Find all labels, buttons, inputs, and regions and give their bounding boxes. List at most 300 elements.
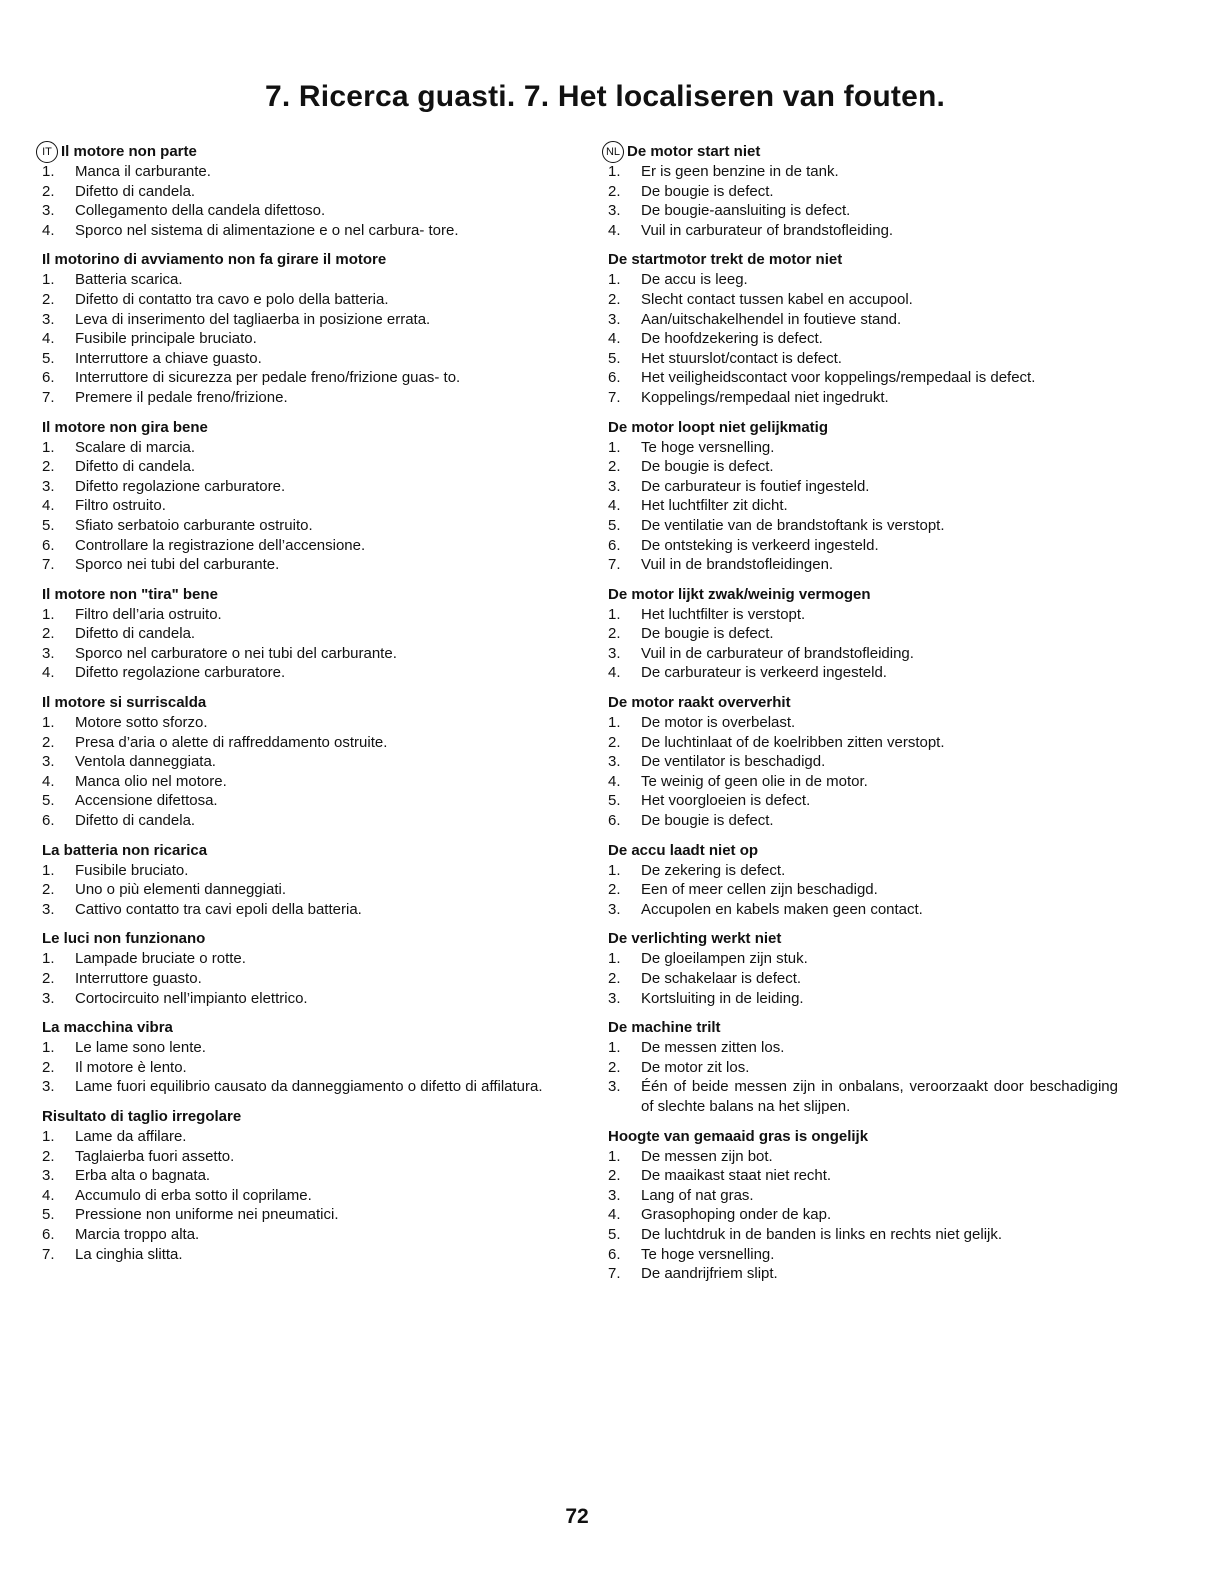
item-text: Erba alta o bagnata. [75, 1167, 211, 1185]
list-item [608, 388, 1118, 408]
section-heading [42, 841, 562, 861]
item-text: Interruttore guasto. [75, 970, 202, 987]
item-text: De zekering is defect. [641, 861, 786, 879]
troubleshoot-section [608, 841, 1118, 920]
language-badge: IT [36, 141, 58, 163]
troubleshoot-section [42, 693, 562, 831]
item-text: Interruttore a chiave guasto. [75, 349, 262, 367]
item-text: Vuil in carburateur of brandstofleiding. [641, 221, 894, 239]
list-item [42, 989, 562, 1009]
troubleshoot-section [42, 418, 562, 575]
page-title: 7. Ricerca guasti. 7. Het localiseren van fouten. [264, 80, 946, 114]
item-number: 3. [608, 310, 621, 328]
item-number: 1. [42, 605, 55, 623]
item-number: 1. [608, 861, 621, 879]
item-text: De bougie-aansluiting is defect. [641, 202, 851, 220]
item-text: Lang of nat gras. [641, 1186, 754, 1204]
list-item [608, 477, 1118, 497]
cause-list [42, 861, 562, 920]
cause-list [42, 1038, 562, 1097]
item-number: 3. [608, 900, 621, 918]
section-title: La batteria non ricarica [42, 841, 208, 859]
item-number: 6. [608, 812, 621, 830]
item-number: 2. [42, 458, 55, 476]
list-item [608, 536, 1118, 556]
item-text: Te weinig of geen olie in de motor. [641, 772, 868, 790]
item-text: Manca il carburante. [75, 163, 211, 180]
item-number: 3. [42, 477, 55, 495]
item-text: De motor zit los. [641, 1058, 750, 1076]
item-number: 3. [42, 1167, 55, 1185]
item-text: Difetto regolazione carburatore. [75, 477, 286, 495]
item-text: Presa d’aria o alette di raffreddamento ostruite. [75, 733, 388, 751]
item-number: 1. [42, 714, 55, 732]
list-item [42, 536, 562, 556]
item-number: 3. [42, 900, 55, 918]
section-title: De startmotor trekt de motor niet [608, 251, 843, 269]
item-number: 2. [42, 1147, 55, 1165]
item-number: 4. [42, 497, 55, 515]
list-item [608, 221, 1118, 241]
list-item [608, 1186, 1118, 1206]
item-number: 1. [42, 1039, 55, 1057]
section-heading [608, 693, 1118, 713]
item-number: 2. [608, 970, 621, 987]
list-item [42, 1225, 562, 1245]
item-text: De messen zitten los. [641, 1039, 785, 1057]
list-item [42, 1038, 562, 1058]
list-item [608, 733, 1118, 753]
item-number: 3. [42, 1078, 55, 1096]
list-item [608, 713, 1118, 733]
list-item [42, 949, 562, 969]
section-title: Il motore non "tira" bene [42, 585, 218, 603]
item-number: 5. [608, 516, 621, 534]
section-title: De motor lijkt zwak/weinig vermogen [608, 585, 871, 603]
item-text: De luchtinlaat of de koelribben zitten verstopt. [641, 733, 945, 751]
item-number: 6. [608, 369, 621, 387]
item-text: De ventilator is beschadigd. [641, 753, 826, 771]
item-number: 7. [608, 1265, 621, 1283]
section-heading [42, 250, 562, 270]
item-text: Controllare la registrazione dell’accensione. [75, 536, 366, 554]
item-number: 2. [608, 1058, 621, 1076]
list-item [42, 182, 562, 202]
item-number: 7. [42, 1245, 55, 1263]
list-item [42, 1245, 562, 1265]
list-item [42, 624, 562, 644]
section-title: De machine trilt [608, 1019, 721, 1037]
list-item [608, 201, 1118, 221]
item-text: Aan/uitschakelhendel in foutieve stand. [641, 310, 902, 328]
item-text: Difetto di candela. [75, 458, 196, 476]
section-heading [608, 585, 1118, 605]
item-number: 1. [42, 861, 55, 879]
list-item [42, 713, 562, 733]
section-heading [608, 841, 1118, 861]
item-text: Het luchtfilter zit dicht. [641, 497, 788, 515]
item-text: De schakelaar is defect. [641, 970, 802, 987]
item-text: Accupolen en kabels maken geen contact. [641, 900, 923, 918]
section-heading [42, 1107, 562, 1127]
list-item [42, 496, 562, 516]
item-text: Vuil in de brandstofleidingen. [641, 556, 834, 574]
item-number: 1. [42, 271, 55, 289]
item-text: Filtro ostruito. [75, 497, 166, 515]
item-number: 2. [608, 881, 621, 899]
item-text: Difetto di candela. [75, 812, 196, 830]
list-item [608, 811, 1118, 831]
list-item [42, 1058, 562, 1078]
troubleshoot-section [608, 1127, 1118, 1284]
item-text: De aandrijfriem slipt. [641, 1265, 778, 1283]
item-number: 4. [42, 664, 55, 682]
item-text: De carburateur is foutief ingesteld. [641, 477, 870, 495]
list-item [42, 644, 562, 664]
item-number: 2. [608, 458, 621, 476]
item-number: 1. [42, 950, 55, 968]
list-item [608, 516, 1118, 536]
item-text: De ventilatie van de brandstoftank is verstopt. [641, 516, 945, 534]
list-item [608, 1058, 1118, 1078]
item-number: 3. [608, 477, 621, 495]
item-number: 2. [42, 182, 55, 200]
list-item [42, 861, 562, 881]
item-text: Difetto regolazione carburatore. [75, 664, 286, 682]
item-text: Fusibile principale bruciato. [75, 330, 257, 348]
item-number: 5. [42, 516, 55, 534]
list-item [42, 1077, 562, 1097]
list-item [42, 880, 562, 900]
list-item [608, 1264, 1118, 1284]
troubleshoot-section [42, 1018, 562, 1097]
list-item [608, 182, 1118, 202]
item-number: 7. [608, 556, 621, 574]
troubleshoot-section [605, 142, 1118, 240]
item-text: Accumulo di erba sotto il coprilame. [75, 1186, 312, 1204]
list-item [42, 457, 562, 477]
item-number: 6. [42, 369, 55, 387]
list-item [608, 270, 1118, 290]
section-title: La macchina vibra [42, 1019, 173, 1037]
section-title: Il motorino di avviamento non fa girare il motore [42, 251, 387, 269]
troubleshoot-section [608, 929, 1118, 1008]
list-item [42, 290, 562, 310]
item-text: Fusibile bruciato. [75, 861, 189, 879]
list-item [42, 1186, 562, 1206]
item-number: 4. [608, 772, 621, 790]
item-text: Slecht contact tussen kabel en accupool. [641, 290, 913, 308]
item-number: 3. [608, 1078, 621, 1096]
cause-list [608, 949, 1118, 1008]
section-heading [608, 1127, 1118, 1147]
item-text: Cortocircuito nell’impianto elettrico. [75, 989, 308, 1007]
item-number: 3. [42, 310, 55, 328]
cause-list [42, 438, 562, 575]
section-heading [608, 250, 1118, 270]
item-number: 6. [608, 536, 621, 554]
item-text: Batteria scarica. [75, 271, 183, 289]
troubleshoot-section [608, 250, 1118, 407]
list-item [608, 900, 1118, 920]
item-number: 4. [608, 330, 621, 348]
troubleshoot-section [42, 929, 562, 1008]
list-item [608, 663, 1118, 683]
troubleshoot-section [608, 585, 1118, 683]
item-text: Sfiato serbatoio carburante ostruito. [75, 516, 313, 534]
item-text: Il motore è lento. [75, 1058, 187, 1076]
item-text: Uno o più elementi danneggiati. [75, 881, 286, 899]
item-text: Premere il pedale freno/frizione. [75, 388, 288, 406]
item-text: Koppelings/rempedaal niet ingedrukt. [641, 388, 889, 406]
item-number: 3. [42, 989, 55, 1007]
item-text: Le lame sono lente. [75, 1039, 206, 1057]
list-item [42, 270, 562, 290]
section-heading [42, 142, 562, 162]
item-number: 5. [608, 349, 621, 367]
item-text: De bougie is defect. [641, 625, 774, 643]
item-number: 1. [608, 271, 621, 289]
list-item [42, 477, 562, 497]
list-item [42, 605, 562, 625]
item-text: Er is geen benzine in de tank. [641, 163, 839, 180]
item-number: 1. [608, 1039, 621, 1057]
item-text: Te hoge versnelling. [641, 438, 775, 456]
item-text: Taglaierba fuori assetto. [75, 1147, 235, 1165]
item-text: Pressione non uniforme nei pneumatici. [75, 1206, 339, 1224]
item-number: 6. [42, 812, 55, 830]
item-text: De bougie is defect. [641, 458, 774, 476]
section-heading [42, 929, 562, 949]
list-item [608, 880, 1118, 900]
list-item [608, 349, 1118, 369]
item-text: De carburateur is verkeerd ingesteld. [641, 664, 887, 682]
item-text: De gloeilampen zijn stuk. [641, 950, 808, 968]
list-item [42, 388, 562, 408]
section-heading [42, 585, 562, 605]
item-number: 3. [42, 753, 55, 771]
item-number: 2. [42, 970, 55, 987]
list-item [42, 1166, 562, 1186]
troubleshoot-section [608, 418, 1118, 575]
list-item [42, 811, 562, 831]
section-heading [42, 1018, 562, 1038]
item-text: Het voorgloeien is defect. [641, 792, 811, 810]
cause-list [608, 162, 1118, 240]
cause-list [42, 1127, 562, 1264]
item-text: Difetto di candela. [75, 625, 196, 643]
list-item [608, 752, 1118, 772]
cause-list [608, 1147, 1118, 1284]
cause-list [608, 1038, 1118, 1116]
item-text: Accensione difettosa. [75, 792, 218, 810]
list-item [42, 663, 562, 683]
item-number: 3. [608, 753, 621, 771]
list-item [608, 605, 1118, 625]
item-number: 2. [608, 1167, 621, 1185]
item-text: Interruttore di sicurezza per pedale freno/frizione guas- to. [75, 369, 461, 387]
item-text: De hoofdzekering is defect. [641, 330, 823, 348]
item-text: Scalare di marcia. [75, 438, 196, 456]
item-number: 2. [608, 182, 621, 200]
troubleshoot-section [42, 142, 562, 240]
item-text: Te hoge versnelling. [641, 1245, 775, 1263]
item-text: Het veiligheidscontact voor koppelings/rempedaal is defect. [641, 369, 1036, 387]
item-number: 3. [42, 202, 55, 220]
item-number: 7. [42, 388, 55, 406]
section-title: Hoogte van gemaaid gras is ongelijk [608, 1127, 869, 1145]
section-title: De motor raakt oververhit [608, 694, 791, 712]
item-number: 3. [608, 202, 621, 220]
section-title: De accu laadt niet op [608, 841, 759, 859]
item-number: 2. [42, 625, 55, 643]
list-item [42, 310, 562, 330]
language-badge: NL [602, 141, 624, 163]
item-text: Sporco nel carburatore o nei tubi del carburante. [75, 644, 397, 662]
list-item [608, 1077, 1118, 1116]
list-item [608, 989, 1118, 1009]
cause-list [42, 605, 562, 683]
item-number: 3. [608, 644, 621, 662]
item-text: Het luchtfilter is verstopt. [641, 605, 806, 623]
list-item [608, 949, 1118, 969]
item-number: 2. [42, 881, 55, 899]
item-number: 2. [608, 625, 621, 643]
troubleshoot-section [42, 1107, 562, 1264]
section-title: Il motore non gira bene [42, 418, 208, 436]
item-number: 1. [608, 163, 621, 180]
section-title: De verlichting werkt niet [608, 930, 782, 948]
item-text: Één of beide messen zijn in onbalans, veroorzaakt door beschadiging of slechte balans na het slijpen. [641, 1078, 1118, 1115]
item-number: 1. [42, 438, 55, 456]
item-text: Difetto di contatto tra cavo e polo della batteria. [75, 290, 389, 308]
list-item [42, 1205, 562, 1225]
list-item [608, 310, 1118, 330]
list-item [608, 1225, 1118, 1245]
item-number: 4. [42, 221, 55, 239]
section-heading [605, 142, 1118, 162]
list-item [608, 1038, 1118, 1058]
cause-list [608, 605, 1118, 683]
section-heading [608, 1018, 1118, 1038]
item-number: 1. [608, 605, 621, 623]
troubleshoot-section [608, 693, 1118, 831]
cause-list [608, 713, 1118, 831]
item-text: Kortsluiting in de leiding. [641, 989, 804, 1007]
list-item [42, 516, 562, 536]
item-text: Manca olio nel motore. [75, 772, 227, 790]
list-item [42, 162, 562, 182]
list-item [42, 733, 562, 753]
section-title: De motor loopt niet gelijkmatig [608, 418, 829, 436]
item-text: De bougie is defect. [641, 812, 774, 830]
troubleshoot-section [42, 585, 562, 683]
section-title: De motor start niet [627, 143, 761, 160]
item-number: 3. [42, 644, 55, 662]
list-item [608, 290, 1118, 310]
item-text: De ontsteking is verkeerd ingesteld. [641, 536, 879, 554]
item-number: 1. [42, 163, 55, 180]
item-text: De bougie is defect. [641, 182, 774, 200]
item-number: 3. [608, 1186, 621, 1204]
list-item [608, 1147, 1118, 1167]
list-item [608, 329, 1118, 349]
list-item [42, 329, 562, 349]
item-number: 4. [42, 772, 55, 790]
item-number: 5. [42, 349, 55, 367]
list-item [42, 1127, 562, 1147]
section-title: Il motore si surriscalda [42, 694, 207, 712]
list-item [608, 1166, 1118, 1186]
list-item [608, 1205, 1118, 1225]
item-text: Difetto di candela. [75, 182, 196, 200]
item-number: 5. [608, 1225, 621, 1243]
list-item [608, 644, 1118, 664]
item-number: 2. [608, 290, 621, 308]
item-text: Lame fuori equilibrio causato da danneggiamento o difetto di affilatura. [75, 1078, 543, 1096]
item-number: 4. [608, 1206, 621, 1224]
item-text: De motor is overbelast. [641, 714, 796, 732]
item-text: Motore sotto sforzo. [75, 714, 208, 732]
section-heading [608, 418, 1118, 438]
item-text: De messen zijn bot. [641, 1147, 773, 1165]
list-item [42, 1147, 562, 1167]
item-number: 4. [608, 221, 621, 239]
cause-list [608, 270, 1118, 407]
item-text: Marcia troppo alta. [75, 1225, 200, 1243]
troubleshoot-section [42, 841, 562, 920]
item-number: 6. [42, 1225, 55, 1243]
item-text: Cattivo contatto tra cavi epoli della batteria. [75, 900, 362, 918]
item-number: 5. [608, 792, 621, 810]
list-item [42, 201, 562, 221]
item-text: Leva di inserimento del tagliaerba in posizione errata. [75, 310, 431, 328]
list-item [42, 221, 562, 241]
troubleshoot-section [608, 1018, 1118, 1116]
section-heading [42, 418, 562, 438]
section-title: Le luci non funzionano [42, 930, 206, 948]
item-number: 2. [42, 290, 55, 308]
item-number: 6. [608, 1245, 621, 1263]
item-number: 2. [608, 733, 621, 751]
item-text: De maaikast staat niet recht. [641, 1167, 832, 1185]
cause-list [608, 438, 1118, 575]
list-item [608, 772, 1118, 792]
item-number: 2. [42, 1058, 55, 1076]
item-number: 2. [42, 733, 55, 751]
item-number: 5. [42, 792, 55, 810]
list-item [42, 900, 562, 920]
item-text: Filtro dell’aria ostruito. [75, 605, 222, 623]
item-number: 1. [608, 714, 621, 732]
cause-list [42, 713, 562, 831]
column-italian [42, 142, 562, 1274]
item-text: Lampade bruciate o rotte. [75, 950, 246, 968]
list-item [42, 349, 562, 369]
item-number: 5. [42, 1206, 55, 1224]
troubleshoot-section [42, 250, 562, 407]
item-text: Lame da affilare. [75, 1127, 187, 1145]
item-text: Sporco nel sistema di alimentazione e o nel carbura- tore. [75, 221, 459, 239]
item-text: De accu is leeg. [641, 271, 748, 289]
list-item [608, 624, 1118, 644]
list-item [608, 162, 1118, 182]
item-number: 7. [608, 388, 621, 406]
list-item [608, 555, 1118, 575]
item-text: Ventola danneggiata. [75, 753, 216, 771]
list-item [42, 438, 562, 458]
column-dutch [605, 142, 1118, 1294]
